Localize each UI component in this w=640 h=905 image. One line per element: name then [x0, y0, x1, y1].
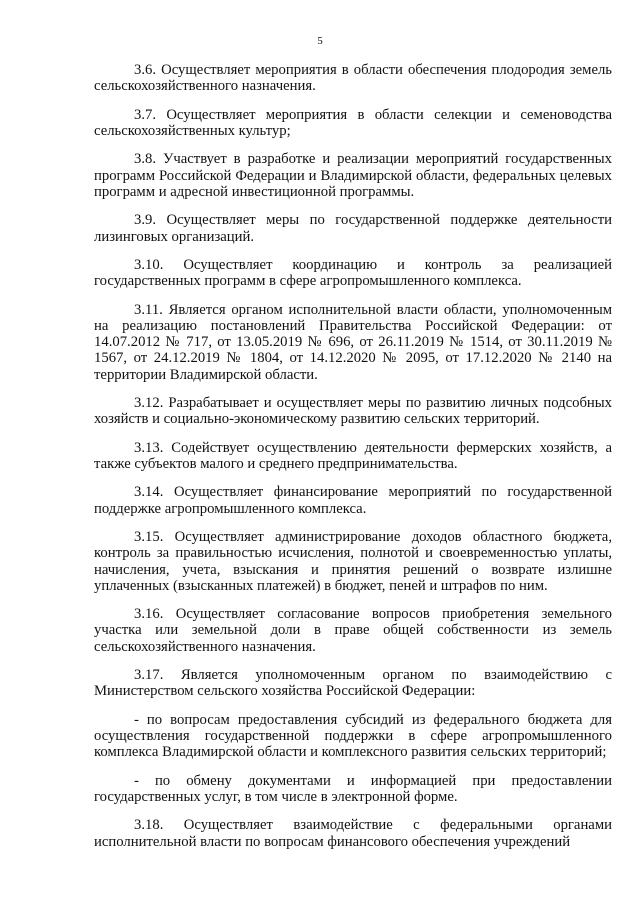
- paragraph-3-16: 3.16. Осуществляет согласование вопросов приобретения земельного участка или земельной доли в праве общей собственности из земель сельскохозяйственного назначения.: [94, 606, 612, 655]
- paragraph-3-17: 3.17. Является уполномоченным органом по взаимодействию с Министерством сельского хозяйства Российской Федерации:: [94, 667, 612, 700]
- list-item-document-exchange: - по обмену документами и информацией при предоставлении государственных услуг, в том числе в электронной форме.: [94, 772, 612, 805]
- page-number: 5: [317, 35, 323, 47]
- document-body: [94, 62, 612, 850]
- paragraph-3-11: 3.11. Является органом исполнительной власти области, уполномоченным на реализацию постановлений Правительства Российской Федерации: от 14.07.2012 № 717, от 13.05.2019 № 696, от 26.11.2019 № 1514, от 30.11.2019 № 1567, от 24.12.2019 № 1804, от 14.12.2020 № 2095, от 17.12.2020 № 2140 на территории Владимирской области.: [94, 301, 612, 383]
- paragraph-3-10: 3.10. Осуществляет координацию и контроль за реализацией государственных программ в сфере агропромышленного комплекса.: [94, 257, 612, 290]
- paragraph-3-13: 3.13. Содействует осуществлению деятельности фермерских хозяйств, а также субъектов малого и среднего предпринимательства.: [94, 439, 612, 472]
- paragraph-3-6: 3.6. Осуществляет мероприятия в области обеспечения плодородия земель сельскохозяйственного назначения.: [94, 62, 612, 95]
- paragraph-3-15: 3.15. Осуществляет администрирование доходов областного бюджета, контроль за правильностью исчисления, полнотой и своевременностью уплаты, начисления, учета, взыскания и принятия решений о возврате излишне уплаченных (взысканных платежей) в бюджет, пеней и штрафов по ним.: [94, 529, 612, 594]
- paragraph-3-8: 3.8. Участвует в разработке и реализации мероприятий государственных программ Российской Федерации и Владимирской области, федеральных целевых программ и адресной инвестиционной программы.: [94, 151, 612, 200]
- paragraph-3-12: 3.12. Разрабатывает и осуществляет меры по развитию личных подсобных хозяйств и социально-экономическому развитию сельских территорий.: [94, 395, 612, 428]
- paragraph-3-14: 3.14. Осуществляет финансирование мероприятий по государственной поддержке агропромышленного комплекса.: [94, 484, 612, 517]
- paragraph-3-7: 3.7. Осуществляет мероприятия в области селекции и семеноводства сельскохозяйственных культур;: [94, 106, 612, 139]
- paragraph-3-9: 3.9. Осуществляет меры по государственной поддержке деятельности лизинговых организаций.: [94, 212, 612, 245]
- list-item-subsidies: - по вопросам предоставления субсидий из федерального бюджета для осуществления государственной поддержки в сфере агропромышленного комплекса Владимирской области и комплексного развития сельских территорий;: [94, 711, 612, 761]
- paragraph-3-18: 3.18. Осуществляет взаимодействие с федеральными органами исполнительной власти по вопросам финансового обеспечения учреждений: [94, 817, 612, 850]
